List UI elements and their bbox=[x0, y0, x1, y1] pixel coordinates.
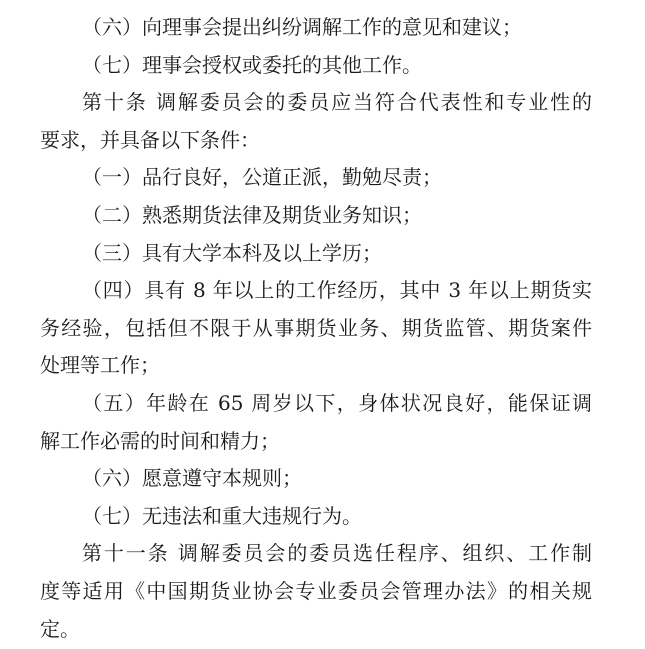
text-line: 第十一条 调解委员会的委员选任程序、组织、工作制 bbox=[82, 541, 592, 566]
text-line: 定。 bbox=[40, 616, 80, 641]
text-line: （六）愿意遵守本规则； bbox=[82, 466, 302, 491]
text-line: （七）无违法和重大违规行为。 bbox=[82, 503, 362, 528]
text-line: （二）熟悉期货法律及期货业务知识； bbox=[82, 202, 422, 227]
text-line: 要求，并具备以下条件： bbox=[40, 127, 260, 152]
text-line: （一）品行良好，公道正派，勤勉尽责； bbox=[82, 165, 442, 190]
text-line: 务经验，包括但不限于从事期货业务、期货监管、期货案件 bbox=[40, 315, 592, 340]
text-line: （七）理事会授权或委托的其他工作。 bbox=[82, 52, 422, 77]
text-line: （三）具有大学本科及以上学历； bbox=[82, 240, 382, 265]
text-line: （六）向理事会提出纠纷调解工作的意见和建议； bbox=[82, 15, 522, 39]
text-line: 度等适用《中国期货业协会专业委员会管理办法》的相关规 bbox=[40, 578, 592, 603]
text-line: （五）年龄在 65 周岁以下，身体状况良好，能保证调 bbox=[82, 390, 592, 415]
text-line: 解工作必需的时间和精力； bbox=[40, 428, 280, 453]
text-line: 第十条 调解委员会的委员应当符合代表性和专业性的 bbox=[82, 90, 592, 115]
text-line: （四）具有 8 年以上的工作经历，其中 3 年以上期货实 bbox=[82, 278, 592, 303]
document-body bbox=[40, 9, 592, 648]
text-line: 处理等工作； bbox=[40, 353, 160, 378]
